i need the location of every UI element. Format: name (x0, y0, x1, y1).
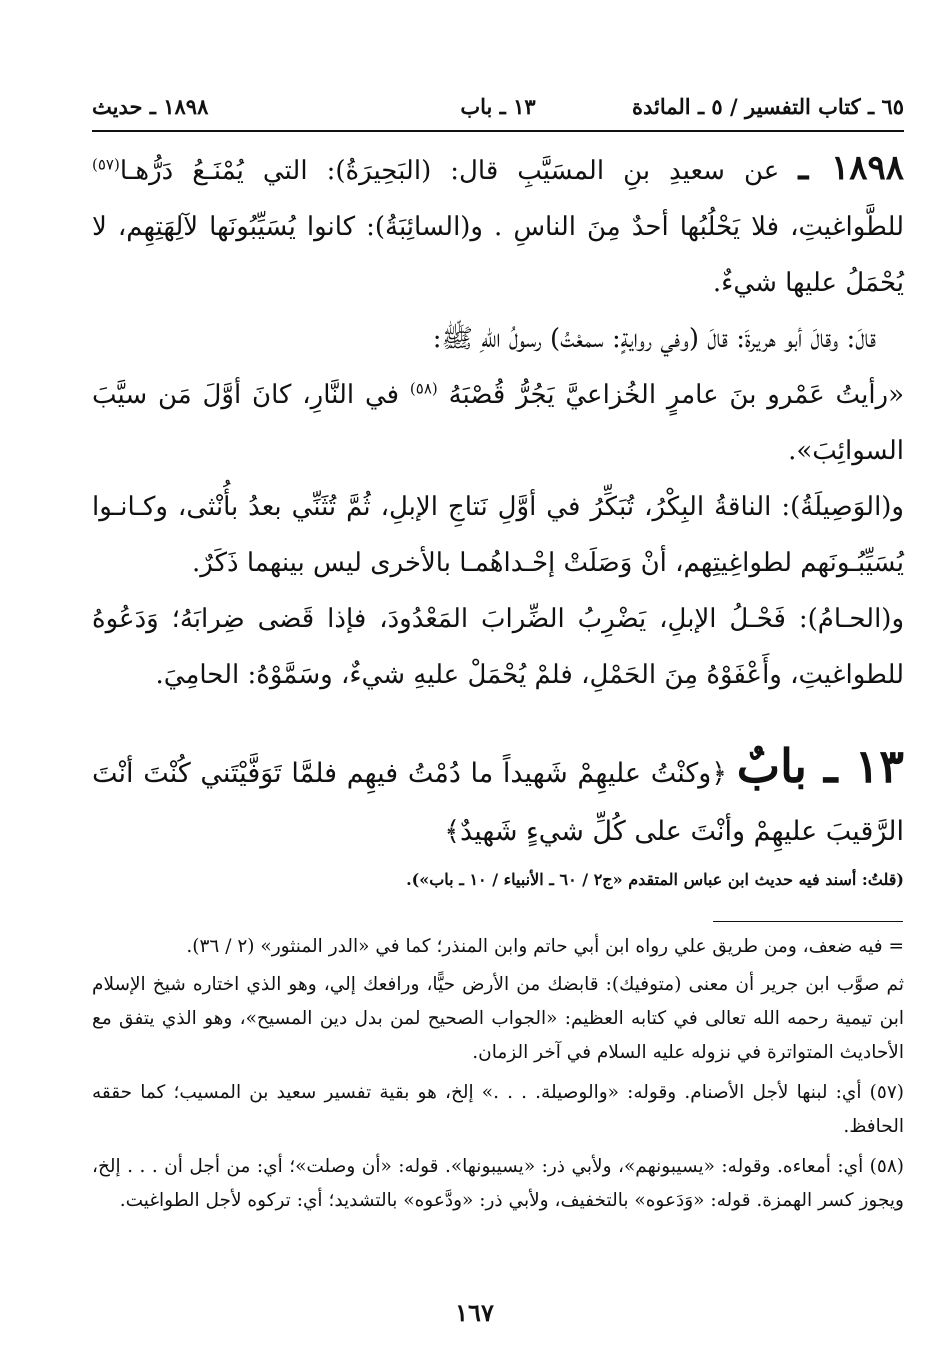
footnote-continued-2: ثم صوَّب ابن جرير أن معنى (متوفيك): قابضك من الأرض حيًّا، ورافعك إلي، وهو الذي اختاره شيخ الإسلام ابن تيمية رحمه الله تعالى في كتابه العظيم: «الجواب الصحيح لمن بدل دين المسيح»، وهو الذي يتفق مع الأحاديث المتواترة في نزوله عليه السلام في آخر الزمان. (92, 974, 904, 1063)
hadith-body (92, 140, 904, 703)
hadith-text-1: عن سعيدِ بنِ المسَيَّبِ قال: (البَحِيرَةُ): التي يُمْنَـعُ دَرُّهـا (119, 156, 780, 186)
hadith-text-3b: في النَّارِ، كانَ أوَّلَ مَن سيَّبَ السوائِبَ». (92, 380, 904, 466)
hadith-text-3a: «رأيتُ عَمْرو بنَ عامرٍ الخُزاعيَّ يَجُرُّ قُصْبَهُ (448, 380, 905, 410)
hadith-paragraph-5: و(الحـامُ): فَحْـلُ الإبلِ، يَضْرِبُ الضِّرابَ المَعْدُودَ، فإذا قَضى ضِرابَهُ؛ وَدَعُوهُ للطواغيتِ، وأَعْفَوْهُ مِنَ الحَمْلِ، فلمْ يُحْمَلْ عليهِ شيءٌ، وسَمَّوْهُ: الحامِيَ. (92, 604, 904, 690)
hadith-number: ١٨٩٨ ـ (798, 148, 904, 188)
footnote-58: (٥٨) أي: أمعاءه. وقوله: «يسيبونهم»، ولأبي ذر: «يسيبونها». قوله: «أن وصلت»؛ أي: من أجل أن . . . إلخ، ويجوز كسر الهمزة. قوله: «وَدَعوه» بالتخفيف، ولأبي ذر: «ودَّعوه» بالتشديد؛ أي: تركوه لأجل الطواغيت. (92, 1156, 904, 1211)
header-hadith-number: ١٨٩٨ ـ حديث (92, 93, 209, 119)
hadith-paragraph-1 (92, 140, 904, 311)
hadith-paragraph-3 (92, 367, 904, 479)
editor-note: (قلتُ: أسند فيه حديث ابن عباس المتقدم «ج٢ / ٦٠ ـ الأنبياء / ١٠ ـ باب»). (406, 870, 904, 889)
bab-verse: ﴿وكنْتُ عليهِمْ شَهيداً ما دُمْتُ فيهِم فلمَّا تَوَفَّيْتَني كُنْتَ أنْتَ الرَّقيبَ عليهِمْ وأنْتَ على كُلِّ شيءٍ شَهيدٌ﴾ (92, 758, 904, 847)
hadith-paragraph-2: قالَ: وقالَ أبو هريرةَ: قالَ (وفي روايةٍ: سمعْتُ) رسولُ اللهِ ﷺ: (432, 324, 876, 354)
header-rule (92, 130, 904, 132)
running-header (92, 86, 904, 126)
footnote-rule (713, 921, 903, 922)
bab-title: ١٣ ـ بابٌ (736, 739, 904, 793)
hadith-text-1b: للطَّواغيتِ، فلا يَحْلُبُها أحدٌ مِنَ الناسِ . و(السائِبَةُ): كانوا يُسَيِّبُونَها لآلِهَتِهِم، لا يُحْمَلُ عليها شيءٌ. (92, 212, 904, 298)
footnote-continued-1: = فيه ضعف، ومن طريق علي رواه ابن أبي حاتم وابن المنذر؛ كما في «الدر المنثور» (٢ / ٣٦). (186, 936, 904, 957)
hadith-paragraph-4: و(الوَصِيلَةُ): الناقةُ البِكْرُ، تُبَكِّرُ في أوَّلِ نَتاجِ الإبلِ، ثُمَّ تُثَنِّي بعدُ بأُنْثى، وكـانـوا يُسَيِّبُـونَهم لطواغِيتِهم، أنْ وَصَلَتْ إحْـداهُمـا بالأخرى ليس بينهما ذَكَرٌ. (92, 492, 904, 578)
footnote-ref-57[interactable]: (٥٧) (92, 155, 120, 174)
footnotes (92, 930, 904, 1222)
page-number: ١٦٧ (455, 1298, 494, 1327)
footnote-57: (٥٧) أي: لبنها لأجل الأصنام. وقوله: «والوصيلة. . . .» إلخ، هو بقية تفسير سعيد بن المسيب؛ كما حققه الحافظ. (92, 1082, 904, 1137)
header-section: ١٣ ـ باب (460, 93, 536, 119)
header-chapter: ٦٥ ـ كتاب التفسير / ٥ ـ المائدة (632, 93, 904, 119)
bab-section (92, 737, 904, 861)
footnote-ref-58[interactable]: (٥٨) (409, 379, 438, 398)
